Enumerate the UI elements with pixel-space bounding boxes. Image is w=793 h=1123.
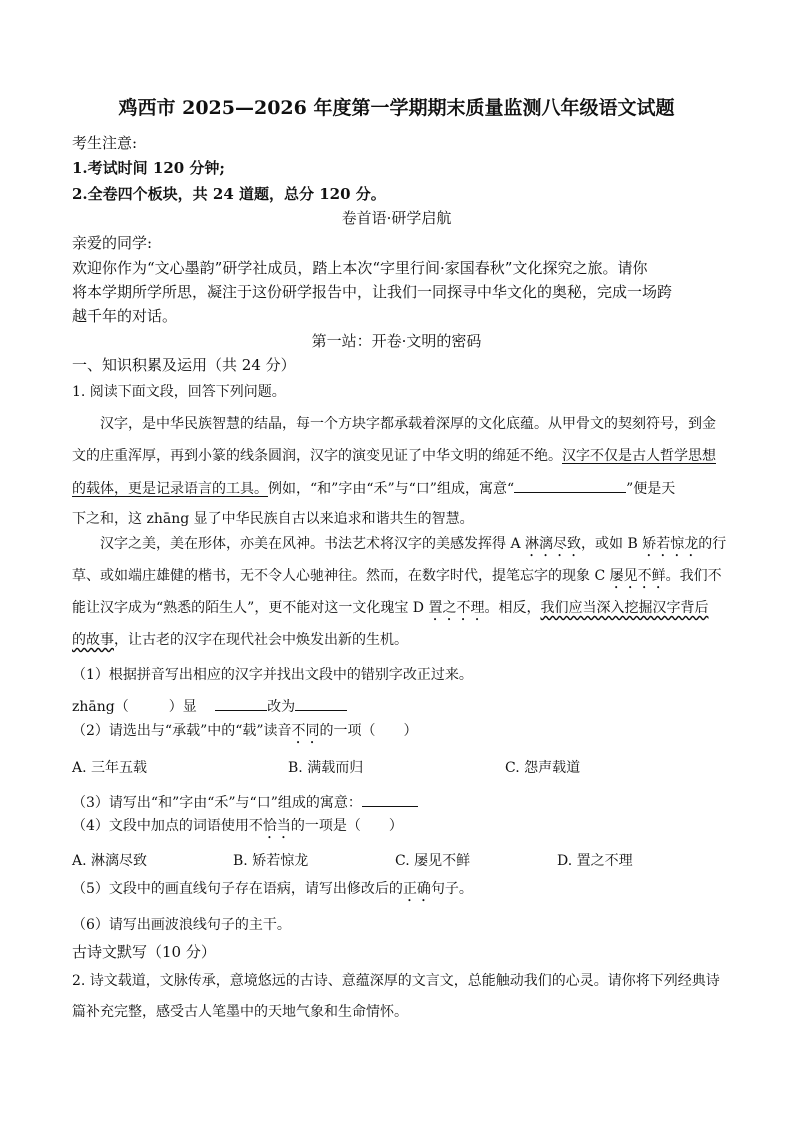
correct-char-blank[interactable] <box>295 695 347 711</box>
dotted-word-d: 置之不理 <box>428 600 485 616</box>
question-text: （3）请写出“和”字由“禾”与“口”组成的寓意： <box>72 795 362 811</box>
passage-text: ”便是天 <box>626 481 676 497</box>
dotted-word-b: 矫若惊龙 <box>642 536 699 552</box>
passage-text: 例如，“和”字由“禾”与“口”组成，寓意“ <box>268 481 515 497</box>
question-2-line-2: 篇补充完整，感受古人笔墨中的天地气象和生命情怀。 <box>72 1004 408 1020</box>
question-text: 的一项是（ ） <box>290 818 403 834</box>
section-2-heading <box>72 941 216 963</box>
dotted-word-a: 淋漓尽致 <box>525 536 582 552</box>
sub-question-4 <box>72 815 403 842</box>
section-1-heading: 一、知识积累及运用（共 24 分） <box>72 356 296 374</box>
question-text: 句子。 <box>430 881 473 897</box>
dotted-word-c: 屡见不鲜 <box>609 568 666 584</box>
passage-1-line-2 <box>72 445 716 467</box>
preface-line-1: 欢迎你作为“文心墨韵”研学社成员，踏上本次“字里行间·家国春秋”文化探究之旅。请你 <box>72 259 648 277</box>
notice-item-1: 1.考试时间 120 分钟; <box>72 159 225 177</box>
sub-question-1-answer-line <box>72 695 347 718</box>
passage-text: 。相反， <box>484 600 541 616</box>
pinyin-answer-blank[interactable] <box>129 696 169 711</box>
option-b[interactable]: B. 满载而归 <box>288 760 364 776</box>
section-2-text: 古诗文默写（10 分） <box>72 943 216 961</box>
passage-text: 汉字之美，美在形体，亦美在风神。书法艺术将汉字的美感发挥得 A <box>100 536 526 552</box>
wrong-char-blank[interactable] <box>215 695 267 711</box>
option-c[interactable]: C. 屡见不鲜 <box>395 853 471 869</box>
passage-text: 能让汉字成为“熟悉的陌生人”，更不能对这一文化瑰宝 D <box>72 600 429 616</box>
passage-text: ，或如 B <box>581 536 643 552</box>
passage-2-line-1 <box>100 533 726 560</box>
answer-text: 改为 <box>267 699 296 715</box>
sub-question-3 <box>72 791 418 814</box>
notice-heading: 考生注意: <box>72 134 138 152</box>
option-a[interactable]: A. 三年五载 <box>72 760 148 776</box>
question-text: （2）请选出与“承载”中的“载”读音 <box>72 723 292 739</box>
wavy-sentence-part-2: 的故事 <box>72 632 114 648</box>
dotted-word: 不同 <box>291 723 320 739</box>
passage-text: ，让古老的汉字在现代社会中焕发出新的生机。 <box>114 632 408 648</box>
passage-text: 。我们不 <box>665 568 722 584</box>
sub-question-6: （6）请写出画波浪线句子的主干。 <box>72 917 291 933</box>
sub-question-5 <box>72 878 473 905</box>
preface-greeting: 亲爱的同学: <box>72 234 153 252</box>
meaning-blank[interactable] <box>514 477 626 493</box>
page-title: 鸡西市 2025—2026 年度第一学期期末质量监测八年级语文试题 <box>118 97 675 119</box>
passage-text: 的行 <box>698 536 727 552</box>
passage-2-line-4 <box>72 629 408 651</box>
passage-2-line-2 <box>72 565 722 592</box>
station-1-heading: 第一站：开卷·文明的密码 <box>311 332 482 350</box>
wavy-sentence-part-1: 我们应当深入挖掘汉字背后 <box>540 600 709 616</box>
option-b[interactable]: B. 矫若惊龙 <box>233 853 309 869</box>
passage-1-line-3 <box>72 477 675 500</box>
preface-line-3: 越千年的对话。 <box>72 307 178 325</box>
pinyin-label: zhāng（ <box>72 699 129 715</box>
answer-text: ）显 <box>168 699 197 715</box>
preface-heading: 卷首语·研学启航 <box>341 209 452 227</box>
question-text: （4）文段中加点的词语使用不 <box>72 818 263 834</box>
dotted-word: 恰当 <box>262 818 291 834</box>
option-c[interactable]: C. 怨声载道 <box>505 760 581 776</box>
passage-2-line-3 <box>72 597 708 624</box>
passage-text: 草、或如端庄雄健的楷书，无不令人心驰神往。然而，在数字时代，提笔忘字的现象 C <box>72 568 610 584</box>
passage-1-line-4: 下之和，这 zhāng 显了中华民族自古以来追求和谐共生的智慧。 <box>72 511 474 527</box>
underlined-sentence-part-2: 的载体，更是记录语言的工具。 <box>72 481 268 497</box>
sub-question-2 <box>72 720 418 747</box>
passage-text: 文的庄重浑厚，再到小篆的线条圆润，汉字的演变见证了中华文明的绵延不绝。 <box>72 448 562 464</box>
option-d[interactable]: D. 置之不理 <box>557 853 633 869</box>
passage-1-line-1: 汉字，是中华民族智慧的结晶，每一个方块字都承载着深厚的文化底蕴。从甲骨文的契刻符号，到金 <box>100 416 716 432</box>
question-text: （5）文段中的画直线句子存在语病，请写出修改后的 <box>72 881 403 897</box>
option-a[interactable]: A. 淋漓尽致 <box>72 853 148 869</box>
notice-item-2: 2.全卷四个板块，共 24 道题，总分 120 分。 <box>72 185 386 203</box>
question-text: 的一项（ ） <box>319 723 418 739</box>
underlined-sentence-part-1: 汉字不仅是古人哲学思想 <box>562 448 716 464</box>
dotted-word: 正确 <box>402 881 431 897</box>
preface-line-2: 将本学期所学所思，凝注于这份研学报告中，让我们一同探寻中华文化的奥秘，完成一场跨 <box>72 283 673 301</box>
sub-question-1: （1）根据拼音写出相应的汉字并找出文段中的错别字改正过来。 <box>72 667 473 683</box>
question-1-stem: 1. 阅读下面文段，回答下列问题。 <box>72 384 286 400</box>
meaning-answer-blank[interactable] <box>362 791 418 807</box>
question-2-line-1: 2. 诗文载道，文脉传承，意境悠远的古诗、意蕴深厚的文言文，总能触动我们的心灵。请你将下列经典诗 <box>72 973 720 989</box>
